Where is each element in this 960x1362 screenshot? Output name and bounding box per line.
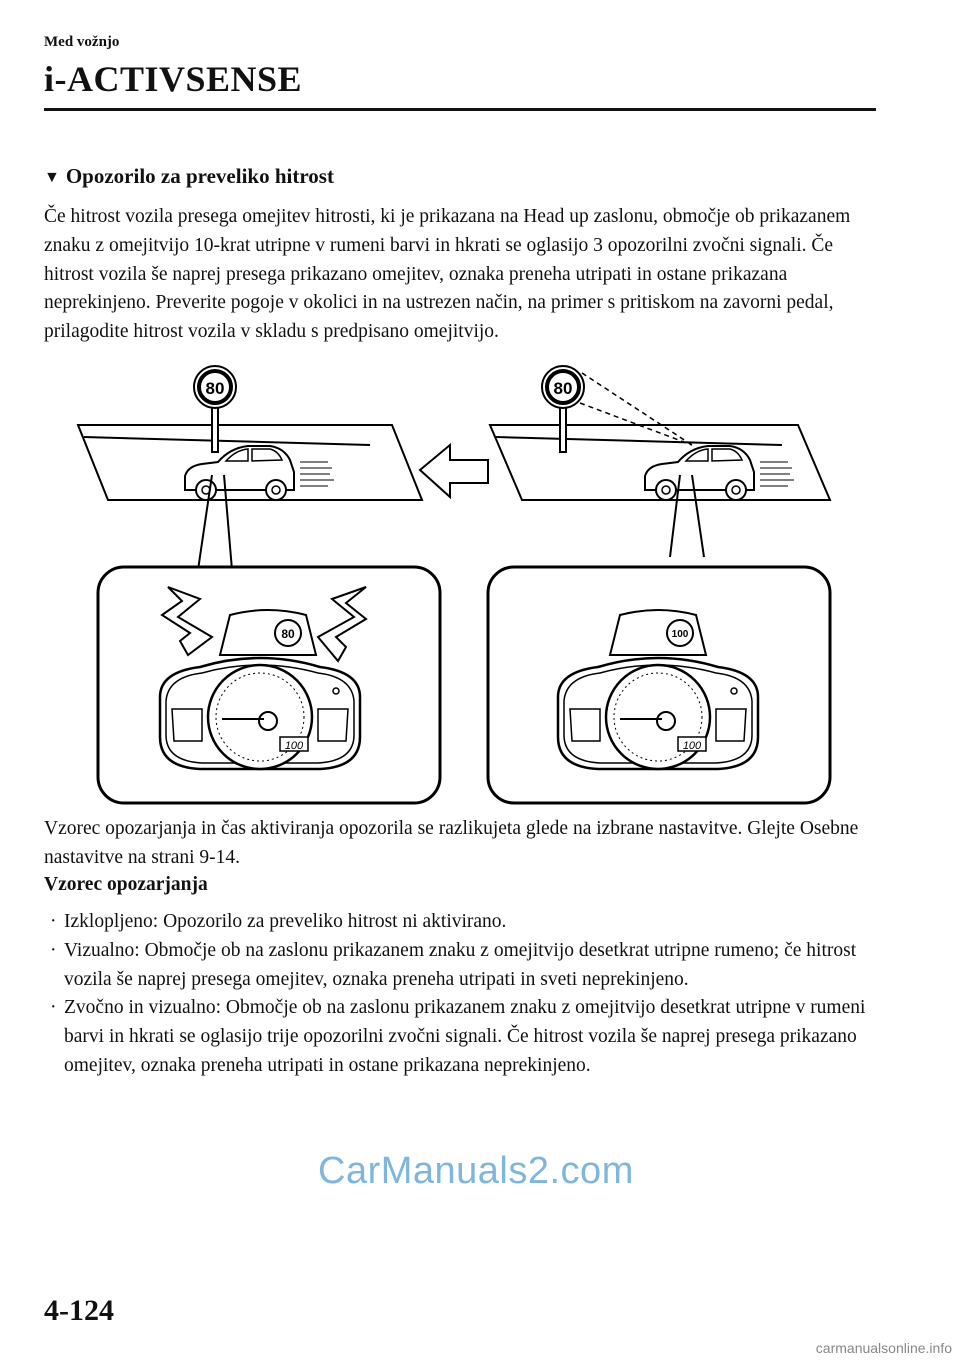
watermark: CarManuals2.com <box>318 1150 634 1192</box>
overspeed-illustration <box>70 365 840 805</box>
speed-right-value: 100 <box>682 740 702 752</box>
hud-left-value: 80 <box>281 627 295 641</box>
pattern-heading: Vzorec opozarjanja <box>44 874 208 895</box>
hud-right-value: 100 <box>671 629 689 640</box>
header-rule <box>44 108 876 111</box>
pattern-list <box>44 908 874 1081</box>
right-road-scene <box>490 366 830 500</box>
instrument-cluster-icon <box>558 658 758 769</box>
header-chapter: Med vožnjo <box>44 34 120 50</box>
left-road-scene <box>78 366 422 500</box>
intro-paragraph: Če hitrost vozila presega omejitev hitrosti, ki je prikazana na Head up zaslonu, območje ob prikazanem znaku z omejitvijo 10-krat utripne v rumeni barvi in hkrati se oglasijo 3 opozorilni zvočni signali. Če hitrost vozila še naprej presega prikazano omejitev, oznaka preneha utripati in ostane prikazana neprekinjeno. Preverite pogoje v okolici in na ustrezen način, na primer s pritiskom na zavorni pedal, prilagodite hitrost vozila v skladu s predpisano omejitvijo. <box>44 206 851 343</box>
triangle-down-icon: ▼ <box>44 169 60 186</box>
list-item <box>44 908 874 937</box>
bullet-icon: · <box>50 997 57 1019</box>
arrow-left-icon <box>420 445 488 497</box>
section-heading <box>44 164 334 189</box>
section-heading-text: Opozorilo za preveliko hitrost <box>65 164 334 188</box>
list-item-text: Vizualno: Območje ob na zaslonu prikazanem znaku z omejitvijo desetkrat utripne rumeno; če hitrost vozila še naprej presega omejitev, oznaka preneha utripati in sveti neprekinjeno. <box>64 939 857 990</box>
bullet-icon: · <box>50 939 57 961</box>
speed-left-value: 100 <box>284 740 304 752</box>
page-number: 4-124 <box>44 1294 114 1327</box>
bullet-icon: · <box>50 911 57 932</box>
list-item-text: Izklopljeno: Opozorilo za preveliko hitrost ni aktivirano. <box>64 911 507 932</box>
left-cluster-panel <box>98 567 440 803</box>
right-cluster-panel <box>488 567 830 803</box>
instrument-cluster-icon <box>160 658 360 769</box>
list-item <box>44 994 874 1080</box>
sign-left-value: 80 <box>205 379 225 398</box>
sign-right-value: 80 <box>553 379 573 398</box>
page-title: i-ACTIVSENSE <box>44 59 303 99</box>
settings-note: Vzorec opozarjanja in čas aktiviranja opozorila se razlikujeta glede na izbrane nastavitve. Glejte Osebne nastavitve na strani 9-14. <box>44 818 859 868</box>
list-item <box>44 937 874 995</box>
footer-site: carmanualsonline.info <box>815 1340 952 1356</box>
list-item-text: Zvočno in vizualno: Območje ob na zaslonu prikazanem znaku z omejitvijo desetkrat utripne v rumeni barvi in hkrati se oglasijo trije opozorilni zvočni signali. Če hitrost vozila še naprej presega prikazano omejitev, oznaka preneha utripati in ostane prikazana neprekinjeno. <box>64 997 866 1076</box>
